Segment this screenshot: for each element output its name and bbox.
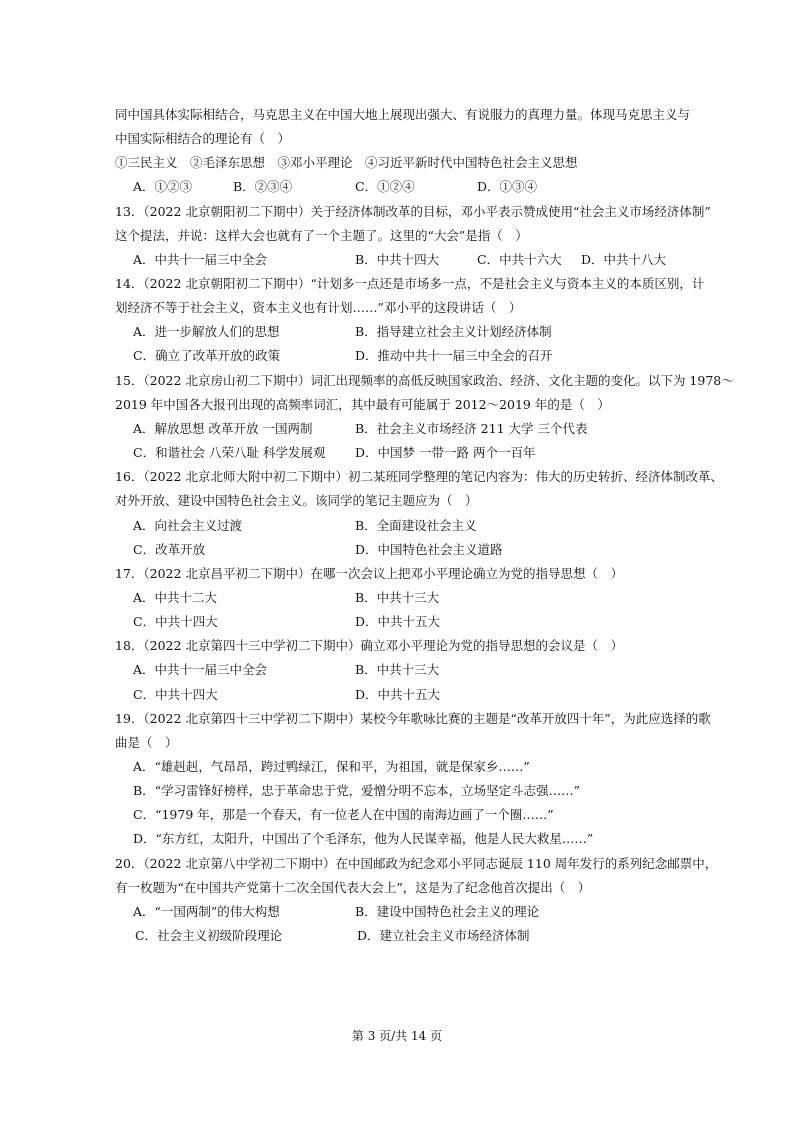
question-20-stem-1: 20．（2022 北京第八中学初二下期中）在中国邮政为纪念邓小平同志诞辰 110 周年发行的系列纪念邮票中， [115,856,718,871]
option-d: D．中国梦 一带一路 两个一百年 [355,445,536,460]
option-d: D．①③④ [477,179,538,194]
option-a: A．“一国两制”的伟大构想 [133,904,280,919]
option-c: C．中共十四大 [133,614,218,629]
option-a: A．中共十一届三中全会 [133,252,268,267]
intro-line-2: 中国实际相结合的理论有（ ） [115,131,291,146]
option-a: A．①②③ [133,179,193,194]
question-13-stem-1: 13．（2022 北京朝阳初二下期中）关于经济体制改革的目标，邓小平表示赞成使用“社会主义市场经济体制” [115,204,711,219]
intro-line-1: 同中国具体实际相结合，马克思主义在中国大地上展现出强大、有说服力的真理力量。体现马克思主义与 [115,107,691,122]
question-18-stem-1: 18．（2022 北京第四十三中学初二下期中）确立邓小平理论为党的指导思想的会议是（ ） [115,638,623,653]
option-a: A．中共十一届三中全会 [133,662,268,677]
page-number: 第 3 页/共 14 页 [351,1029,443,1043]
question-17-stem-1: 17．（2022 北京昌平初二下期中）在哪一次会议上把邓小平理论确立为党的指导思想（ ） [115,566,623,581]
option-a: A．解放思想 改革开放 一国两制 [133,421,313,436]
option-d: D．建立社会主义市场经济体制 [357,928,530,943]
option-b: B．建设中国特色社会主义的理论 [355,904,540,919]
question-19-stem-2: 曲是（ ） [115,735,178,750]
option-c: C．“1979 年，那是一个春天，有一位老人在中国的南海边画了一个圈……” [133,807,554,822]
question-16-stem-2: 对外开放、建设中国特色社会主义。该同学的笔记主题应为（ ） [115,493,478,508]
question-20-stem-2: 有一枚题为“在中国共产党第十二次全国代表大会上”，这是为了纪念他首次提出（ ） [115,880,591,895]
option-d: D．中共十五大 [355,614,441,629]
question-15-stem-1: 15．（2022 北京房山初二下期中）词汇出现频率的高低反映国家政治、经济、文化主题的变化。以下为 1978～ [115,373,734,388]
option-b: B．“学习雷锋好榜样，忠于革命忠于党，爱憎分明不忘本，立场坚定斗志强……” [133,783,580,798]
option-b: B．中共十四大 [355,252,440,267]
question-16-stem-1: 16．（2022 北京北师大附中初二下期中）初二某班同学整理的笔记内容为：伟大的历史转折、经济体制改革、 [115,469,723,484]
option-c: C．中共十六大 [477,252,562,267]
question-14-stem-1: 14．（2022 北京朝阳初二下期中）“计划多一点还是市场多一点，不是社会主义与资本主义的本质区别，计 [115,276,705,291]
option-d: D．中共十八大 [581,252,667,267]
option-a: A．向社会主义过渡 [133,518,243,533]
option-a: A．中共十二大 [133,590,218,605]
option-c: C．确立了改革开放的政策 [133,348,281,363]
option-c: C．和谐社会 八荣八耻 科学发展观 [133,445,326,460]
option-d: D．“东方红，太阳升，中国出了个毛泽东，他为人民谋幸福，他是人民大救星……” [133,831,594,846]
question-14-stem-2: 划经济不等于社会主义，资本主义也有计划……”邓小平的这段讲话（ ） [115,300,522,315]
option-c: C．①②④ [355,179,415,194]
intro-items: ①三民主义 ②毛泽东思想 ③邓小平理论 ④习近平新时代中国特色社会主义思想 [115,155,578,170]
option-a: A．进一步解放人们的思想 [133,324,280,339]
option-c: C．中共十四大 [133,687,218,702]
question-13-stem-2: 这个提法，并说：这样大会也就有了一个主题了。这里的“大会”是指（ ） [115,228,528,243]
option-c: C．社会主义初级阶段理论 [135,928,283,943]
question-19-stem-1: 19．（2022 北京第四十三中学初二下期中）某校今年歌咏比赛的主题是“改革开放四十年”，为此应选择的歌 [115,711,711,726]
option-a: A．“雄赳赳，气昂昂，跨过鸭绿江，保和平，为祖国，就是保家乡……” [133,759,530,774]
option-b: B．中共十三大 [355,590,440,605]
option-c: C．改革开放 [133,542,206,557]
option-b: B．中共十三大 [355,662,440,677]
option-b: B．②③④ [233,179,293,194]
option-b: B．社会主义市场经济 211 大学 三个代表 [355,421,588,436]
option-b: B．指导建立社会主义计划经济体制 [355,324,552,339]
option-d: D．中共十五大 [355,687,441,702]
option-d: D．推动中共十一届三中全会的召开 [355,348,553,363]
option-d: D．中国特色社会主义道路 [355,542,503,557]
option-b: B．全面建设社会主义 [355,518,477,533]
question-15-stem-2: 2019 年中国各大报刊出现的高频率词汇，其中最有可能属于 2012～2019 年的是（ ） [115,397,610,412]
